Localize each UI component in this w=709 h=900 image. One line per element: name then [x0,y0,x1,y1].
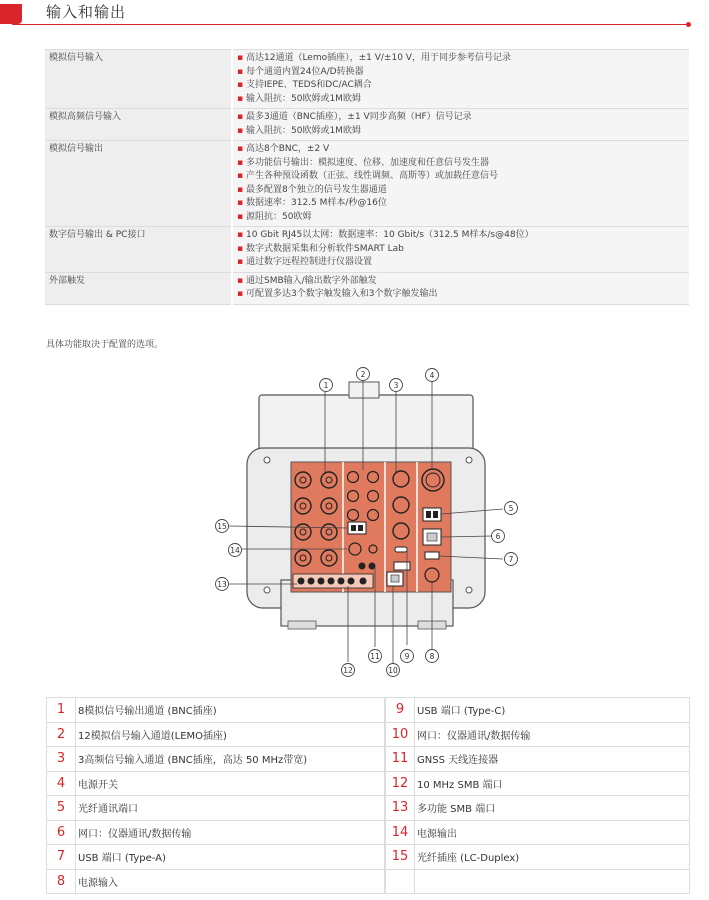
callout-11: 11 [370,652,380,661]
callout-7: 7 [508,555,514,564]
spec-item: ▪ 数字式数据采集和分析软件SMART Lab [237,243,685,257]
spec-item: ▪ 源阻抗：50欧姆 [237,211,685,225]
hf-bnc-connectors [393,471,409,539]
legend-number: 7 [47,845,76,870]
spec-table [45,49,689,305]
spec-label: 外部触发 [45,272,232,304]
spec-item: ▪ 高达12通道（Lemo插座），±1 V/±10 V，用于同步参考信号记录 [237,52,685,66]
callout-9: 9 [404,652,410,661]
spec-item: ▪ 最多3通道（BNC插座），±1 V同步高频（HF）信号记录 [237,111,685,125]
config-note: 具体功能取决于配置的选项。 [46,340,164,350]
spec-item: ▪ 支持IEPE、TEDS和DC/AC耦合 [237,79,685,93]
legend-row [47,869,690,894]
legend-number: 5 [47,796,76,821]
spec-item: ▪ 可配置多达3个数字触发输入和3个数字触发输出 [237,288,685,302]
legend-row [47,698,690,723]
spec-values [232,141,689,227]
legend-text: 8模拟信号输出通道 (BNC插座) [76,698,386,723]
legend-number: 14 [385,820,415,845]
legend-row [47,820,690,845]
callout-6: 6 [495,532,501,541]
spec-item: ▪ 产生各种预设函数（正弦、线性调频、高斯等）或加载任意信号 [237,170,685,184]
legend-row [47,722,690,747]
spec-label: 模拟高频信号输入 [45,109,232,141]
spec-label: 数字信号输出 & PC接口 [45,227,232,273]
section-title: 输入和输出 [46,3,127,21]
callout-3: 3 [393,381,399,390]
spec-row [45,227,689,273]
legend-text: 网口：仪器通讯/数据传输 [76,820,386,845]
callout-4: 4 [429,371,435,380]
legend-text: 3高频信号输入通道 (BNC插座，高达 50 MHz带宽) [76,747,386,772]
legend-number: 13 [385,796,415,821]
callout-12: 12 [343,666,353,675]
legend-number: 9 [385,698,415,723]
spec-item: ▪ 数据速率：312.5 M样本/秒@16位 [237,197,685,211]
spec-row [45,272,689,304]
spec-values [232,109,689,141]
legend-row [47,845,690,870]
legend-text: 光纤通讯端口 [76,796,386,821]
spec-item: ▪ 输入阻抗：50欧姆或1M欧姆 [237,125,685,139]
legend-number [385,869,415,894]
spec-values [232,50,689,109]
legend-text: USB 端口 (Type-C) [415,698,690,723]
spec-item: ▪ 通过数字远程控制进行仪器设置 [237,256,685,270]
legend-text: 电源输入 [76,869,386,894]
legend-text: 10 MHz SMB 端口 [415,771,690,796]
spec-item: ▪ 最多配置8个独立的信号发生器通道 [237,184,685,198]
spec-item: ▪ 10 Gbit RJ45以太网：数据速率：10 Gbit/s（312.5 M样本/s@48位） [237,229,685,243]
legend-number: 15 [385,845,415,870]
spec-row [45,109,689,141]
spec-item: ▪ 每个通道内置24位A/D转换器 [237,66,685,80]
callout-13: 13 [217,580,227,589]
legend-row [47,771,690,796]
callout-15: 15 [217,522,227,531]
legend-text: 电源开关 [76,771,386,796]
legend-text [415,869,690,894]
legend-text: 光纤插座 (LC-Duplex) [415,845,690,870]
legend-text: GNSS 天线连接器 [415,747,690,772]
section-marker [0,4,22,24]
spec-values [232,227,689,273]
device-diagram [205,362,535,678]
spec-values [232,272,689,304]
section-rule [12,24,690,25]
spec-row [45,141,689,227]
legend-row [47,747,690,772]
legend-number: 11 [385,747,415,772]
spec-item: ▪ 高达8个BNC，±2 V [237,143,685,157]
legend-number: 3 [47,747,76,772]
legend-number: 1 [47,698,76,723]
legend-number: 10 [385,722,415,747]
legend-table [46,697,690,894]
spec-item: ▪ 输入阻抗：50欧姆或1M欧姆 [237,93,685,107]
spec-row [45,50,689,109]
callout-5: 5 [508,504,514,513]
callout-2: 2 [360,370,366,379]
legend-text: 多功能 SMB 端口 [415,796,690,821]
callout-8: 8 [429,652,435,661]
callout-1: 1 [323,381,329,390]
spec-label: 模拟信号输出 [45,141,232,227]
legend-text: 12模拟信号输入通道(LEMO插座) [76,722,386,747]
legend-number: 2 [47,722,76,747]
spec-label: 模拟信号输入 [45,50,232,109]
legend-number: 4 [47,771,76,796]
legend-text: USB 端口 (Type-A) [76,845,386,870]
legend-text: 电源输出 [415,820,690,845]
spec-item: ▪ 多功能信号输出：模拟速度、位移、加速度和任意信号发生器 [237,157,685,171]
legend-number: 6 [47,820,76,845]
spec-item: ▪ 通过SMB输入/输出数字外部触发 [237,275,685,289]
legend-number: 12 [385,771,415,796]
legend-number: 8 [47,869,76,894]
legend-row [47,796,690,821]
callout-10: 10 [388,666,398,675]
section-rule-end [686,22,691,27]
callout-14: 14 [230,546,240,555]
legend-text: 网口：仪器通讯/数据传输 [415,722,690,747]
